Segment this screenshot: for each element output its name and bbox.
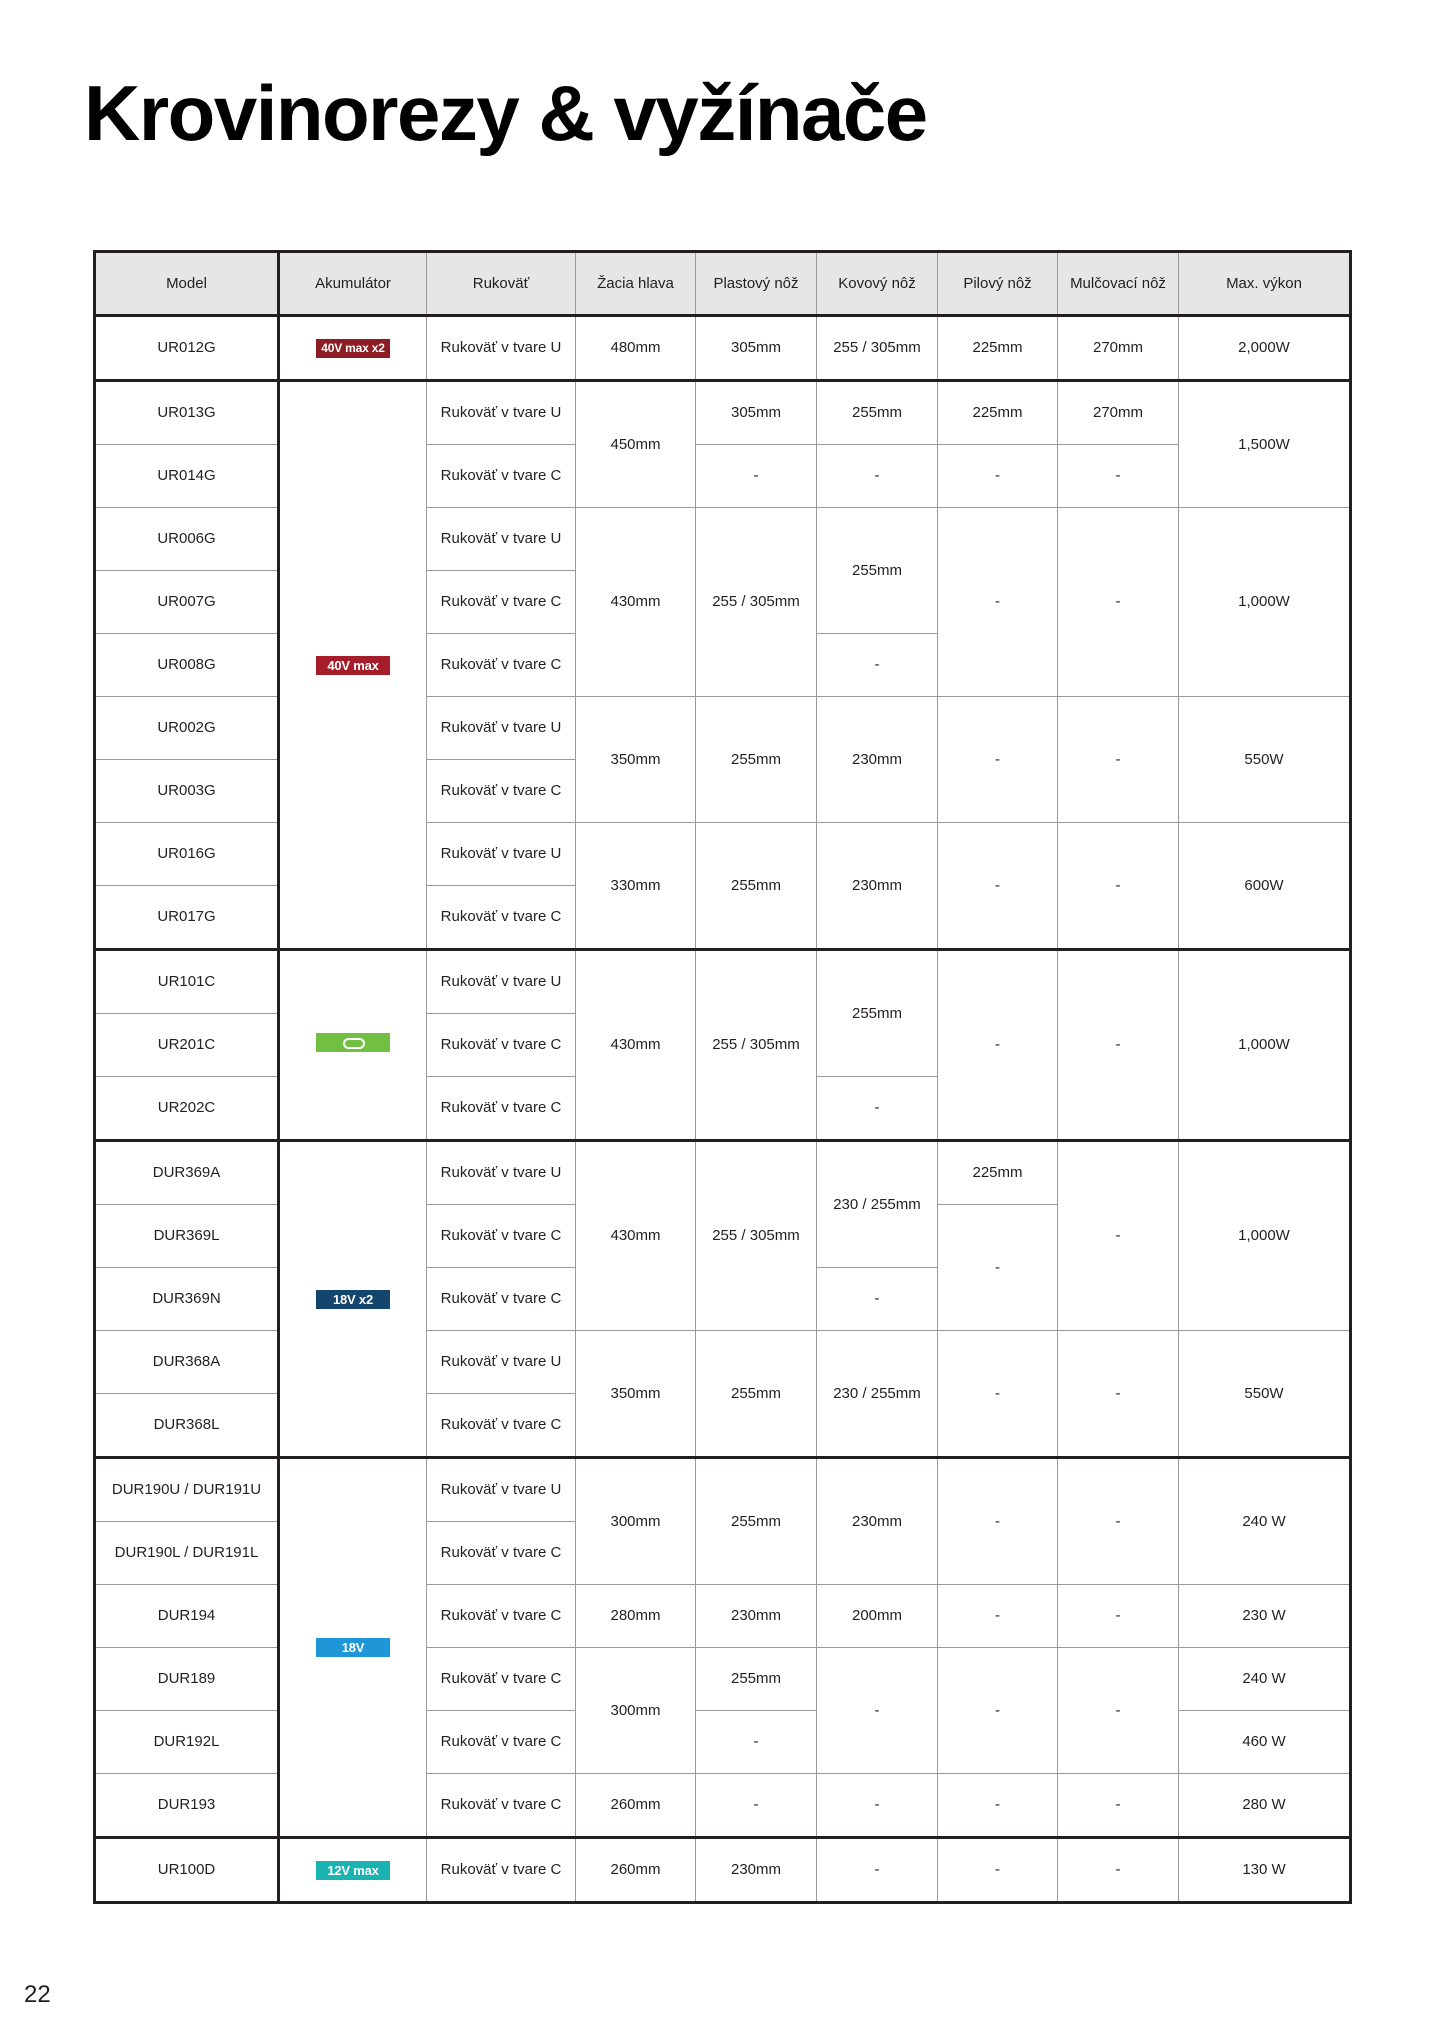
- cutting-head-cell: 350mm: [576, 1331, 696, 1458]
- saw-blade-cell: 225mm: [938, 1141, 1058, 1205]
- metal-blade-cell: -: [817, 445, 938, 508]
- model-cell: DUR368A: [95, 1331, 279, 1394]
- handle-cell: Rukoväť v tvare U: [427, 1141, 576, 1205]
- plastic-blade-cell: 255 / 305mm: [696, 508, 817, 697]
- header-metal-blade: Kovový nôž: [817, 252, 938, 316]
- saw-blade-cell: -: [938, 950, 1058, 1141]
- plastic-blade-cell: 305mm: [696, 316, 817, 381]
- plastic-blade-cell: 255mm: [696, 1458, 817, 1585]
- saw-blade-cell: -: [938, 508, 1058, 697]
- metal-blade-cell: -: [817, 1268, 938, 1331]
- handle-cell: Rukoväť v tvare U: [427, 1331, 576, 1394]
- cutting-head-cell: 480mm: [576, 316, 696, 381]
- saw-blade-cell: -: [938, 1774, 1058, 1838]
- model-cell: UR003G: [95, 760, 279, 823]
- mulching-blade-cell: 270mm: [1058, 381, 1179, 445]
- model-cell: DUR368L: [95, 1394, 279, 1458]
- max-power-cell: 2,000W: [1179, 316, 1351, 381]
- header-plastic-blade: Plastový nôž: [696, 252, 817, 316]
- model-cell: DUR192L: [95, 1711, 279, 1774]
- handle-cell: Rukoväť v tvare U: [427, 1458, 576, 1522]
- plastic-blade-cell: 255mm: [696, 1648, 817, 1711]
- battery-badge-18v: 18V: [316, 1638, 390, 1657]
- metal-blade-cell: 230 / 255mm: [817, 1141, 938, 1268]
- handle-cell: Rukoväť v tvare C: [427, 1268, 576, 1331]
- battery-cell: [279, 1141, 427, 1458]
- handle-cell: Rukoväť v tvare C: [427, 1711, 576, 1774]
- table-row: [95, 381, 1351, 445]
- metal-blade-cell: -: [817, 1838, 938, 1903]
- handle-cell: Rukoväť v tvare U: [427, 508, 576, 571]
- plastic-blade-cell: 230mm: [696, 1585, 817, 1648]
- cutting-head-cell: 330mm: [576, 823, 696, 950]
- max-power-cell: 550W: [1179, 1331, 1351, 1458]
- cutting-head-cell: 430mm: [576, 508, 696, 697]
- model-cell: UR202C: [95, 1077, 279, 1141]
- saw-blade-cell: -: [938, 1458, 1058, 1585]
- handle-cell: Rukoväť v tvare C: [427, 1394, 576, 1458]
- cutting-head-cell: 280mm: [576, 1585, 696, 1648]
- table-row: [95, 1458, 1351, 1522]
- max-power-cell: 550W: [1179, 697, 1351, 823]
- mulching-blade-cell: -: [1058, 1331, 1179, 1458]
- battery-badge-18v-x2: 18V x2: [316, 1290, 390, 1309]
- plastic-blade-cell: 255mm: [696, 697, 817, 823]
- plastic-blade-cell: -: [696, 1774, 817, 1838]
- mulching-blade-cell: -: [1058, 697, 1179, 823]
- plastic-blade-cell: 255mm: [696, 823, 817, 950]
- mulching-blade-cell: -: [1058, 445, 1179, 508]
- metal-blade-cell: 230mm: [817, 823, 938, 950]
- saw-blade-cell: -: [938, 1585, 1058, 1648]
- metal-blade-cell: 255mm: [817, 508, 938, 634]
- plastic-blade-cell: 230mm: [696, 1838, 817, 1903]
- mulching-blade-cell: -: [1058, 1458, 1179, 1585]
- cutting-head-cell: 350mm: [576, 697, 696, 823]
- header-cutting-head: Žacia hlava: [576, 252, 696, 316]
- handle-cell: Rukoväť v tvare C: [427, 1205, 576, 1268]
- header-handle: Rukoväť: [427, 252, 576, 316]
- plastic-blade-cell: 255 / 305mm: [696, 950, 817, 1141]
- model-cell: UR007G: [95, 571, 279, 634]
- mulching-blade-cell: -: [1058, 1648, 1179, 1774]
- max-power-cell: 240 W: [1179, 1648, 1351, 1711]
- max-power-cell: 1,000W: [1179, 508, 1351, 697]
- model-cell: UR100D: [95, 1838, 279, 1903]
- handle-cell: Rukoväť v tvare U: [427, 697, 576, 760]
- max-power-cell: 240 W: [1179, 1458, 1351, 1585]
- mulching-blade-cell: -: [1058, 1585, 1179, 1648]
- battery-cell: [279, 1838, 427, 1903]
- handle-cell: Rukoväť v tvare C: [427, 1522, 576, 1585]
- model-cell: DUR369A: [95, 1141, 279, 1205]
- model-cell: UR002G: [95, 697, 279, 760]
- metal-blade-cell: -: [817, 1648, 938, 1774]
- mulching-blade-cell: -: [1058, 950, 1179, 1141]
- max-power-cell: 1,500W: [1179, 381, 1351, 508]
- saw-blade-cell: -: [938, 1648, 1058, 1774]
- metal-blade-cell: -: [817, 1077, 938, 1141]
- saw-blade-cell: 225mm: [938, 316, 1058, 381]
- cutting-head-cell: 430mm: [576, 1141, 696, 1331]
- battery-cell: [279, 381, 427, 950]
- battery-badge-cxt-icon: [316, 1033, 390, 1052]
- metal-blade-cell: 255mm: [817, 950, 938, 1077]
- model-cell: DUR189: [95, 1648, 279, 1711]
- battery-badge-40v-max-x2: 40V max x2: [316, 339, 390, 358]
- handle-cell: Rukoväť v tvare U: [427, 381, 576, 445]
- handle-cell: Rukoväť v tvare C: [427, 1014, 576, 1077]
- max-power-cell: 1,000W: [1179, 1141, 1351, 1331]
- max-power-cell: 230 W: [1179, 1585, 1351, 1648]
- saw-blade-cell: -: [938, 1205, 1058, 1331]
- handle-cell: Rukoväť v tvare C: [427, 445, 576, 508]
- battery-badge-12v-max: 12V max: [316, 1861, 390, 1880]
- header-battery: Akumulátor: [279, 252, 427, 316]
- handle-cell: Rukoväť v tvare U: [427, 950, 576, 1014]
- plastic-blade-cell: 255mm: [696, 1331, 817, 1458]
- model-cell: DUR369L: [95, 1205, 279, 1268]
- saw-blade-cell: -: [938, 1838, 1058, 1903]
- cutting-head-cell: 450mm: [576, 381, 696, 508]
- model-cell: UR006G: [95, 508, 279, 571]
- handle-cell: Rukoväť v tvare C: [427, 1585, 576, 1648]
- model-cell: UR008G: [95, 634, 279, 697]
- header-saw-blade: Pilový nôž: [938, 252, 1058, 316]
- battery-cell: [279, 950, 427, 1141]
- plastic-blade-cell: 305mm: [696, 381, 817, 445]
- model-cell: UR012G: [95, 316, 279, 381]
- saw-blade-cell: 225mm: [938, 381, 1058, 445]
- saw-blade-cell: -: [938, 1331, 1058, 1458]
- handle-cell: Rukoväť v tvare C: [427, 760, 576, 823]
- metal-blade-cell: 255 / 305mm: [817, 316, 938, 381]
- table-row: [95, 316, 1351, 381]
- saw-blade-cell: -: [938, 445, 1058, 508]
- battery-cell: [279, 316, 427, 381]
- table-row: [95, 1838, 1351, 1903]
- handle-cell: Rukoväť v tvare C: [427, 634, 576, 697]
- table-row: [95, 1141, 1351, 1205]
- handle-cell: Rukoväť v tvare C: [427, 1648, 576, 1711]
- max-power-cell: 280 W: [1179, 1774, 1351, 1838]
- model-cell: DUR190U / DUR191U: [95, 1458, 279, 1522]
- mulching-blade-cell: 270mm: [1058, 316, 1179, 381]
- header-max-power: Max. výkon: [1179, 252, 1351, 316]
- handle-cell: Rukoväť v tvare C: [427, 1077, 576, 1141]
- cutting-head-cell: 300mm: [576, 1648, 696, 1774]
- header-mulching-blade: Mulčovací nôž: [1058, 252, 1179, 316]
- saw-blade-cell: -: [938, 697, 1058, 823]
- page-title: Krovinorezy & vyžínače: [84, 69, 927, 157]
- handle-cell: Rukoväť v tvare C: [427, 1838, 576, 1903]
- handle-cell: Rukoväť v tvare U: [427, 823, 576, 886]
- max-power-cell: 1,000W: [1179, 950, 1351, 1141]
- cutting-head-cell: 260mm: [576, 1774, 696, 1838]
- mulching-blade-cell: -: [1058, 1838, 1179, 1903]
- metal-blade-cell: -: [817, 634, 938, 697]
- metal-blade-cell: 230mm: [817, 1458, 938, 1585]
- model-cell: UR016G: [95, 823, 279, 886]
- mulching-blade-cell: -: [1058, 1774, 1179, 1838]
- metal-blade-cell: -: [817, 1774, 938, 1838]
- model-cell: UR013G: [95, 381, 279, 445]
- model-cell: DUR193: [95, 1774, 279, 1838]
- metal-blade-cell: 200mm: [817, 1585, 938, 1648]
- model-cell: DUR369N: [95, 1268, 279, 1331]
- handle-cell: Rukoväť v tvare U: [427, 316, 576, 381]
- handle-cell: Rukoväť v tvare C: [427, 886, 576, 950]
- mulching-blade-cell: -: [1058, 1141, 1179, 1331]
- mulching-blade-cell: -: [1058, 508, 1179, 697]
- max-power-cell: 130 W: [1179, 1838, 1351, 1903]
- specification-table: [93, 250, 1352, 1904]
- cutting-head-cell: 430mm: [576, 950, 696, 1141]
- plastic-blade-cell: -: [696, 445, 817, 508]
- plastic-blade-cell: -: [696, 1711, 817, 1774]
- model-cell: UR014G: [95, 445, 279, 508]
- metal-blade-cell: 230 / 255mm: [817, 1331, 938, 1458]
- handle-cell: Rukoväť v tvare C: [427, 1774, 576, 1838]
- battery-pack-icon: [343, 1038, 365, 1049]
- metal-blade-cell: 255mm: [817, 381, 938, 445]
- cutting-head-cell: 260mm: [576, 1838, 696, 1903]
- table-row: [95, 950, 1351, 1014]
- model-cell: UR017G: [95, 886, 279, 950]
- handle-cell: Rukoväť v tvare C: [427, 571, 576, 634]
- metal-blade-cell: 230mm: [817, 697, 938, 823]
- model-cell: DUR190L / DUR191L: [95, 1522, 279, 1585]
- saw-blade-cell: -: [938, 823, 1058, 950]
- battery-cell: [279, 1458, 427, 1838]
- model-cell: DUR194: [95, 1585, 279, 1648]
- max-power-cell: 600W: [1179, 823, 1351, 950]
- battery-badge-40v-max: 40V max: [316, 656, 390, 675]
- mulching-blade-cell: -: [1058, 823, 1179, 950]
- model-cell: UR201C: [95, 1014, 279, 1077]
- cutting-head-cell: 300mm: [576, 1458, 696, 1585]
- max-power-cell: 460 W: [1179, 1711, 1351, 1774]
- page-number: 22: [24, 1981, 51, 2008]
- plastic-blade-cell: 255 / 305mm: [696, 1141, 817, 1331]
- table-header-row: [95, 252, 1351, 316]
- model-cell: UR101C: [95, 950, 279, 1014]
- header-model: Model: [95, 252, 279, 316]
